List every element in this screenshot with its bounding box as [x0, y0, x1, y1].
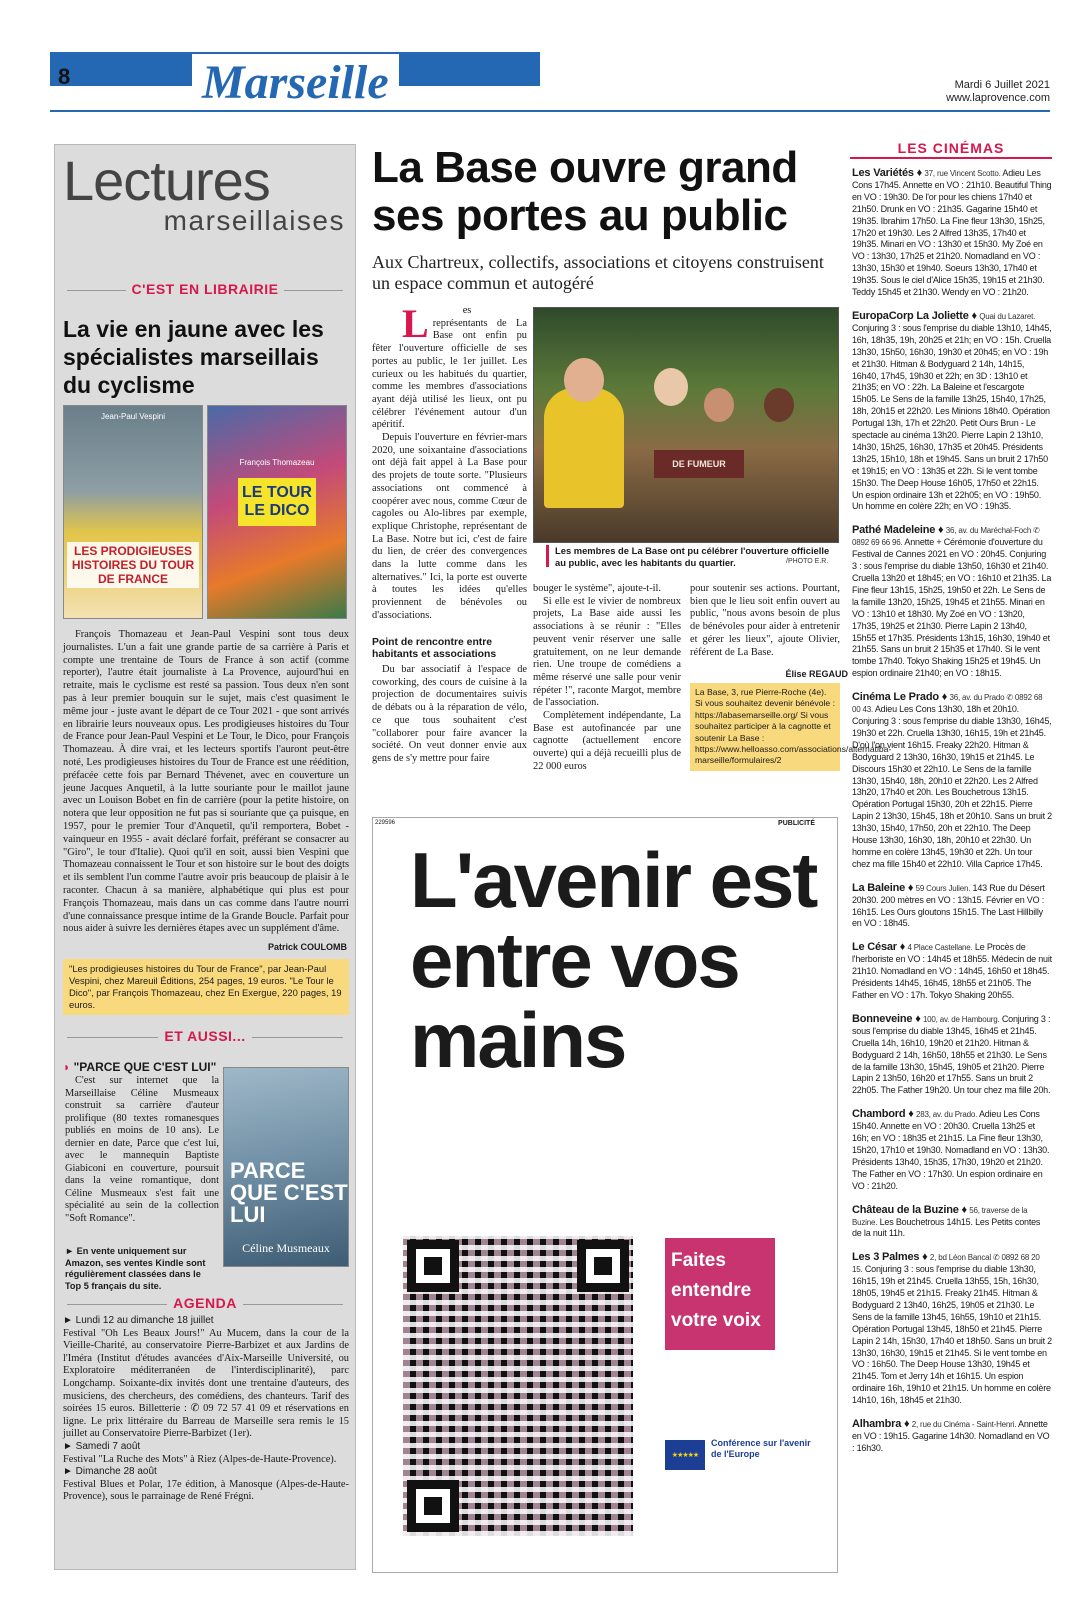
lectures-subtitle: marseillaises [163, 205, 345, 236]
cinema-showtimes: Annette en VO : 19h15. Gagarine 14h30. Nomadland en VO : 16h30. [852, 1419, 1050, 1453]
book-author: François Thomazeau [239, 458, 315, 467]
paragraph: bouger le système", ajoute-t-il. [533, 583, 662, 594]
cinema-name: Château de la Buzine ♦ [852, 1203, 967, 1216]
cinema-showtimes: Adieu Les Cons 13h30, 18h et 20h10. Conjuring 3 : sous l'emprise du diable 13h30, 16h45, 19h30 et 22h. Cruella 13h30, 16h15, 19h et 21h45. D'où l'on vient 16h15. Freaky 22h20. Hitman & Bodyguard 2 13h30, 16h30, 19h15 et 21h45. Le Discours 15h30 et 22h10. Le Sens de la famille 13h30, 15h40, 18h, 20h10 et 22h20. Les 2 Alfred 13h20, 17h40 et 20h. Les Bouchetrous 13h15. Opération Portugal 15h30, 20h et 22h15. Pierre Lapin 2 13h30, 15h45, 18h et 20h10. Sans un bruit 2 13h30, 15h40, 17h50, 20h et 22h10. The Deep House 13h30, 16h30, 18h, 20h10 et 22h30. Un homme en colère 13h45, 19h30 et 22h. Un tour chez ma fille 15h40 et 22h10. Villa Caprice 17h45. [852, 704, 1052, 869]
cinema-showtimes: Conjuring 3 : sous l'emprise du diable 13h45, 16h45 et 21h45. Cruella 14h, 16h10, 19h20 et 21h20. Hitman & Bodyguard 2 14h, 16h50, 18h55 et 21h30. Le Sens de la famille 13h30, 15h45, 19h05 et 21h20. Pierre Lapin 2 13h50, 16h20 et 17h55. Sans un bruit 2 22h05. The Father 19h20. Un tour chez ma fille 20h. [852, 1013, 1051, 1096]
book-cover-prodigieuses [63, 405, 203, 619]
article-signature: Élise REGAUD [785, 669, 848, 679]
agenda-date: ► Lundi 12 au dimanche 18 juillet [63, 1315, 214, 1326]
main-column-2 [533, 583, 681, 774]
cinema-showtimes: Adieu Les Cons 15h40. Annette en VO : 20h30. Cruella 13h25 et 16h; en VO : 18h35 et 21h15. La Fine fleur 13h30, 15h20, 17h10 et 19h30. Nomadland en VO : 13h30. Présidents 13h40, 15h35, 17h30, 19h20 et 21h20. The Father en VO : 17h30. Un espion ordinaire en VO : 21h20. [852, 1109, 1050, 1191]
main-column-1 [372, 301, 527, 623]
paragraph: Si elle est le vivier de nombreux projets, La Base aide aussi les associations à se réunir : "Elles peuvent venir réserver une salle gratuitement, on ne leur demande rien. Une troupe de comédiens a même réservé une salle pour venir répéter !", raconte Margot, membre de l'association. [533, 595, 681, 709]
cinema-showtimes: Le Procès de l'herboriste en VO : 14h45 et 18h55. Médecin de nuit 21h10. Nomadland en VO : 14h45, 16h50 et 18h45. Présidents 14h45, 16h45, 18h55 et 21h05. The Father en VO : 17h. Tokyo Shaking 20h55. [852, 942, 1052, 1000]
page-number: 8 [58, 64, 71, 89]
cinema-showtimes: 143 Rue du Désert 20h30. 200 mètres en VO : 13h15. Février en VO : 16h15. Les Ours gloutons 15h15. The Last Hillbilly en VO : 18h45. [852, 882, 1045, 929]
ad-headline: L'avenir est entre vos mains [410, 836, 817, 1084]
cinema-block [852, 1109, 1052, 1192]
aussi-body: C'est sur internet que la Marseillaise Céline Musmeaux construit sa carrière d'auteur prolifique (80 textes romanesques publiés en moins de 10 ans). Le dernier en date, Parce que c'est lui, avec le mannequin Baptiste Giabiconi en couverture, poursuit dans la veine romantique, dont Céline Musmeaux s'est fait une spécialité au sein de la collection "Soft Romance". [65, 1075, 219, 1224]
aussi-note: ► En vente uniquement sur Amazon, ses ventes Kindle sont régulièrement classées dans le Top 5 français du site. [65, 1246, 206, 1291]
book-title: LE TOUR LE DICO [238, 478, 316, 526]
book-cover-dico [207, 405, 347, 619]
cinema-showtimes: Conjuring 3 : sous l'emprise du diable 13h10, 14h45, 16h, 18h35, 19h, 20h25 et 21h; en VO : 15h. Cruella 13h30, 15h50, 16h30, 19h30 et 20h45; en VO : 19h et 21h30. Hitman & Bodyguard 2 14h, 14h15, 16h40, 17h45, 19h30 et 22h; en 3D : 13h10 et 21h35; en VO : 22h. La Baleine et l'escargote 15h05. Le Sens de la famille 13h25, 15h40, 17h25, 18h, 20h15 et 22h20. Les Minions 18h40. Opération Portugal 13h, 17h et 22h20. Petit Ours Brun - Le spectacle au cinéma 13h20. Pierre Lapin 2 13h10, 14h30, 15h25, 16h30, 17h35 et 20h45. Présidents 13h25, 15h10, 18h et 19h45. Sans un bruit 2 17h50 et 19h15; en VO : 13h35 et 22h. Si le vent tombe 15h30. The Deep House 16h05, 17h50 et 22h15. Un espion ordinaire 13h et 22h05; en VO : 19h50. Un homme en colère 22h; en VO : 19h35. [852, 322, 1052, 512]
agenda-text: Festival "La Ruche des Mots" à Riez (Alpes-de-Haute-Provence). [63, 1453, 337, 1465]
agenda-item [63, 1441, 349, 1466]
cinema-block [852, 692, 1052, 871]
cinema-name: EuropaCorp La Joliette ♦ [852, 309, 977, 322]
eu-flag-icon: ★★★★★ [665, 1440, 705, 1470]
triangle-icon: ◗ [63, 1060, 74, 1074]
caption-marker [546, 545, 549, 567]
main-column-1b: Du bar associatif à l'espace de coworking, des cours de cuisine à la projection de documentaires suivis de débats ou à la réparation de vélo, ce que tous souhaitent c'est "collaborer pour faire avancer la société. On veut donner envie aux gens de s'y mettre pour faire [372, 664, 527, 764]
book-author: Céline Musmeaux [242, 1241, 330, 1255]
ad-cta[interactable]: Faites entendre votre voix [665, 1238, 775, 1350]
cinema-name: Les 3 Palmes ♦ [852, 1251, 928, 1264]
book-title: LES PRODIGIEUSES HISTOIRES DU TOUR DE FRANCE [67, 542, 199, 588]
ad-label: PUBLICITÉ [778, 820, 815, 827]
cinema-name: Alhambra ♦ [852, 1418, 910, 1431]
main-column-3 [690, 583, 840, 659]
cinema-address: 4 Place Castellane. [907, 943, 973, 953]
photo-person [704, 388, 734, 422]
cinema-block [852, 168, 1052, 299]
book-author: Jean-Paul Vespini [100, 412, 166, 421]
drop-cap: L [402, 301, 429, 346]
website-link[interactable]: www.laprovence.com [946, 92, 1050, 104]
photo-sign: DE FUMEUR [654, 450, 744, 478]
agenda-date: ► Dimanche 28 août [63, 1466, 157, 1478]
paragraph: Complètement indépendante, La Base est autofinancée par une cagnotte (actuellement encore ouverte) qui a déjà recueilli plus de 22 000 euros [533, 710, 681, 772]
main-article-title: La Base ouvre grand ses portes au public [372, 143, 798, 240]
paragraph: Depuis l'ouverture en février-mars 2020, une soixantaine d'associations ont déjà fait appel à La Base pour des projets de toute sorte. "Plusieurs associations ont commencé à coopérer avec nous, comme Cœur de cagoles ou Alo-libres par exemple, explique Christophe, représentant de La Base. Notre but ici, c'est de faire du lien, de créer des convergences dans la lutte comme dans les alternatives." Ici, la porte est ouverte à toutes les idées qu'elles proviennent de bénévoles ou d'associations. [372, 432, 527, 621]
article-photo [533, 307, 839, 543]
cinema-showtimes: Annette + Cérémonie d'ouverture du Festival de Cannes 2021 en VO : 20h45. Conjuring 3 : sous l'emprise du diable 13h50, 16h30 et 21h40. Cruella 13h20 et 18h45; en VO : 16h10 et 21h35. La Fine fleur 13h15, 15h25, 19h50 et 22h. Le Sens de la famille 13h20, 15h25, 19h45 et 21h55. Minari en VO : 13h10 et 18h30. My Zoé en VO : 13h20, 17h35, 19h25 et 21h30. Pierre Lapin 2 13h40, 15h55 et 17h35. Présidents 13h15, 16h30, 19h40 et 21h55. Sans un bruit 2 15h35 et 17h40. Si le vent tombe 17h40. Tokyo Shaking 15h25 et 19h45. Un espion ordinaire 21h40; en VO : 18h15. [852, 537, 1052, 679]
agenda-text: Festival Blues et Polar, 17e édition, à Manosque (Alpes-de-Haute-Provence), sous le parrainage de René Frégni. [63, 1478, 349, 1503]
info-box: La Base, 3, rue Pierre-Roche (4e). Si vous souhaitez devenir bénévole : https://labasemarseille.org/ Si vous souhaitez participer à la cagnotte et soutenir La Base : https://www.helloasso.com/associations/alternatiba-marseille/formulaires/2 [690, 683, 840, 771]
agenda-text: Festival "Oh Les Beaux Jours!" Au Mucem, dans la cour de la Vieille-Charité, au conservatoire Pierre-Barbizet et aux Jardins de l'Iméra (Institut d'études avancées d'Aix-Marseille Université, ou Exploratoire méditerranéen de l'interdisciplinarité), parc Longchamp. Soixante-dix invités dont une trentaine d'auteurs, des musiciens, des chercheurs, des comédiens, des chanteurs. Tarif des soirées 15 euros. Billetterie : ✆ 09 72 57 41 09 et réservations en ligne. Le prix littéraire du Barreau de Marseille sera remis le 15 juillet au Conservatoire Pierre-Barbizet (1er). [63, 1327, 349, 1440]
ad-eu-text: Conférence sur l'avenir de l'Europe [711, 1438, 811, 1459]
cinema-address: 37, rue Vincent Scotto. [924, 169, 1001, 178]
cinema-name: Chambord ♦ [852, 1108, 914, 1121]
main-article-subtitle: Aux Chartreux, collectifs, associations et citoyens construisent un espace commun et autogéré [372, 252, 824, 293]
cinema-showtimes: Adieu Les Cons 17h45. Annette en VO : 21h10. Beautiful Thing en VO : 19h30. De l'or pour les chiens 17h40 et 21h50. Drunk en VO : 21h35. Gagarine 15h40 et 19h35. Ibrahim 17h50. La Fine fleur 13h30, 15h25, 17h20 et 19h30. Les 2 Alfred 13h35, 17h40 et 19h35. Minari en VO : 13h30 et 15h30. My Zoé en VO : 13h30, 17h25 et 21h20. Nomadland en VO : 13h30, 15h30 et 19h40. Soeurs 13h30, 17h40 et 19h35. Sous le ciel d'Alice 15h35, 19h15 et 21h30. Teddy 15h45 et 21h30. Wendy en VO : 21h20. [852, 168, 1052, 298]
cinema-name: Le César ♦ [852, 941, 906, 954]
photo-person [654, 368, 688, 406]
cinema-name: Pathé Madeleine ♦ [852, 524, 944, 537]
agenda-date: ► Samedi 7 août [63, 1440, 141, 1452]
cinema-address: Quai du Lazaret. [979, 311, 1036, 321]
agenda-item [63, 1315, 349, 1441]
cinema-showtimes: Conjuring 3 : sous l'emprise du diable 13h30, 16h15, 19h et 21h45. Cruella 13h55, 15h, 16h30, 18h05, 19h45 et 21h15. Freaky 21h45. Hitman & Bodyguard 2 13h40, 16h25, 19h05 et 21h30. Le Sens de la famille 13h45, 16h55, 19h10 et 21h15. Opération Portugal 13h45, 18h50 et 21h45. Pierre Lapin 2 14h, 15h30, 17h40 et 18h50. Sans un bruit 2 13h30, 16h30, 19h15 et 21h45. Si le vent tombe en VO : 16h50. The Deep House 13h30, 19h45 et 21h45. Tom et Jerry 14h et 16h15. Un espion ordinaire 16h, 19h10 et 21h15. Un homme en colère 14h10, 16h, 18h45 et 21h30. [852, 1264, 1052, 1406]
cinema-block [852, 883, 1052, 931]
agenda-list [63, 1315, 349, 1504]
aussi-title: ◗ "PARCE QUE C'EST LUI" [63, 1060, 217, 1074]
lectures-title: Lectures [63, 149, 270, 212]
book-cover-parce-que [223, 1067, 349, 1267]
cinema-address: 56, traverse de la Buzine. [852, 1205, 1028, 1227]
book-title: PARCE QUE C'EST LUI [230, 1158, 348, 1227]
paragraph: pour soutenir ses actions. Pourtant, bien que le lieu soit enfin ouvert au public, "nous avons besoin de plus de bénévoles pour aider à entretenir et gérer les lieux", ajoute Olivier, référent de La Base. [690, 583, 840, 658]
cinema-name: Les Variétés ♦ [852, 168, 923, 179]
agenda-item [63, 1466, 349, 1504]
cinema-address: 36, av. du Maréchal-Foch ✆ 0892 69 66 96. [852, 526, 1040, 548]
agenda-label: AGENDA [55, 1295, 355, 1311]
issue-date: Mardi 6 Juillet 2021 [954, 79, 1050, 91]
header-date-block [946, 79, 1050, 105]
header-rule [50, 110, 1050, 112]
article-body: François Thomazeau et Jean-Paul Vespini sont tous deux journalistes. L'un a fait une grande partie de sa carrière à Paris et compte une trentaine de Tours de France à son actif (comme reporter), l'autre était journaliste à La Provence, aujourd'hui en retraite, mais le cyclisme est resté sa passion. Tous deux n'en sont pas à leur premier bouquin sur le sujet, mais c'est quasiment le même jour - juste avant le départ de ce Tour 2021 - que sont arrivés en librairie leurs nouveaux opus. Les prodigieuses histoires du Tour de France pour Jean-Paul Vespini et Le Tour, le Dico, pour François Thomazeau. À dire vrai, et les lecteurs sportifs l'auront peut-être noté, Les prodigieuses histoires du Tour de France est une réédition, préfacée cette fois par Bernard Thévenet, avec en couverture un jeune Jacques Anquetil, à la lutte souriante pour le maillot jaune avec un Louison Bobet en fin de carrière (pour la petite histoire, on notera que leur opposition ne fut pas si souriante que ça puisque, en 1957, pour le premier Tour d'Anquetil, qu'il remportera, Bobet - vainqueur en 1955 - avait déclaré forfait, préférant se consacrer au "Giro", le tour d'Italie). Quoi qu'il en soit, aussi bien Vespini que Thomazeau connaissent le Tour et son histoire sur le bout des doigts et ils semblent l'un comme l'autre avoir pris beaucoup de plaisir à le raconter. Chacun à sa manière, alphabétique qui plus est pour François Thomazeau, mais dans un cas comme dans l'autre nourri d'une connaissance presque intime de la Grande Boucle. Parfait pour nous aider à suivre les dernières étapes avec un supplément d'âme. [63, 629, 349, 935]
article-subhead: Point de rencontre entre habitants et associations [372, 637, 497, 660]
cinema-address: 2, rue du Cinéma - Saint-Henri. [911, 1420, 1017, 1430]
cinema-block [852, 1014, 1052, 1097]
cinema-block [852, 1205, 1052, 1241]
cinema-block [852, 942, 1052, 1002]
qr-finder [407, 1480, 459, 1532]
photo-person [564, 358, 604, 402]
article-title: La vie en jaune avec les spécialistes marseillais du cyclisme [63, 316, 324, 398]
cinema-address: 2, bd Léon Bancal ✆ 0892 68 20 15. [852, 1253, 1040, 1275]
librairie-label: C'EST EN LIBRAIRIE [55, 281, 355, 297]
cinema-address: 283, av. du Prado. [915, 1110, 978, 1120]
page-header [50, 52, 1050, 112]
cinema-block [852, 311, 1052, 513]
book-info-box: "Les prodigieuses histoires du Tour de France", par Jean-Paul Vespini, chez Mareuil Éditions, 254 pages, 19 euros. "Le Tour le Dico", par François Thomazeau, chez En Exergue, 220 pages, 19 euros. [63, 959, 349, 1015]
advertisement[interactable] [372, 817, 838, 1573]
cinema-block [852, 525, 1052, 680]
cinemas-rule [850, 157, 1052, 159]
cinema-name: Bonneveine ♦ [852, 1012, 921, 1025]
photo-credit: /PHOTO E.R. [786, 558, 829, 565]
photo-caption: Les membres de La Base ont pu célébrer l'ouverture officielle au public, avec les habitants du quartier. [555, 545, 830, 568]
cinema-address: 36, av. du Prado ✆ 0892 68 00 43. [852, 693, 1043, 715]
paragraph: L es représentants de La Base ont enfin pu fêter l'ouverture officielle de ses portes au public, le 1er juillet. Les curieux ou les habitués du quartier, comme les membres d'associations ayant déjà utilisé les lieux, ont pu célébrer l'événement autour d'un apéritif. [372, 301, 527, 431]
cinema-address: 59 Cours Julien. [915, 883, 971, 893]
article-signature: Patrick COULOMB [267, 942, 347, 952]
cinema-listings [852, 168, 1052, 1578]
cinema-showtimes: Les Bouchetrous 14h15. Les Petits contes de la nuit 11h. [852, 1216, 1041, 1239]
cinema-name: Cinéma Le Prado ♦ [852, 691, 948, 704]
photo-person [764, 388, 794, 422]
qr-code-icon[interactable] [403, 1236, 633, 1536]
aussi-label: ET AUSSI... [55, 1028, 355, 1044]
cinema-name: La Baleine ♦ [852, 881, 914, 894]
cinema-address: 100, av. de Hambourg. [922, 1014, 1000, 1024]
cinemas-label: LES CINÉMAS [897, 140, 1005, 156]
ad-code: 229596 [375, 820, 396, 826]
section-title: Marseille [192, 54, 399, 112]
qr-finder [577, 1240, 629, 1292]
cinema-block [852, 1419, 1052, 1455]
qr-finder [407, 1240, 459, 1292]
photo-person [544, 388, 624, 508]
lectures-box [54, 144, 356, 1570]
cinema-block [852, 1252, 1052, 1407]
